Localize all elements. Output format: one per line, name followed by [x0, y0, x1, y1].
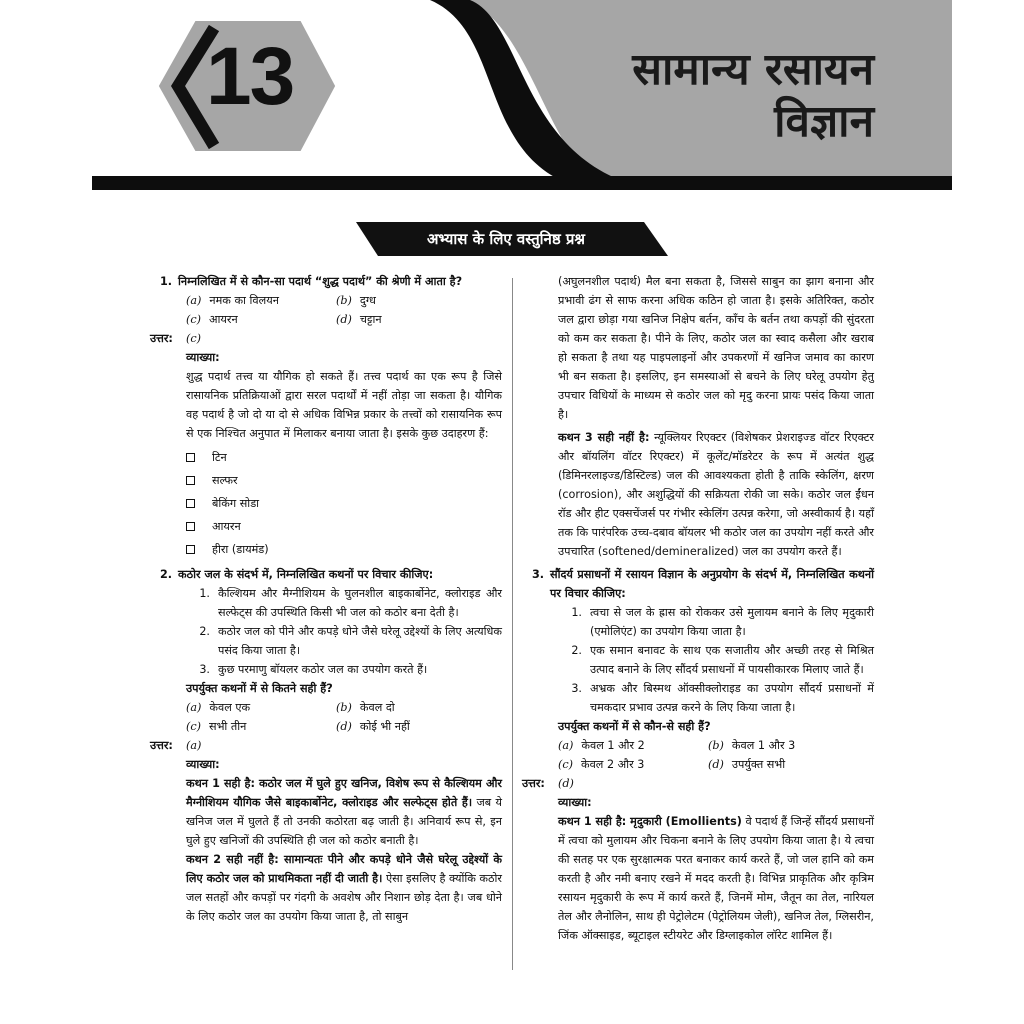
answer-label: उत्तर: — [522, 777, 545, 790]
statement-3: 3. अभ्रक और बिस्मथ ऑक्सीक्लोराइड का उपयोग सौंदर्य प्रसाधनों में चमकदार प्रभाव उत्पन्न करने के लिए किया जाता है। — [571, 682, 874, 714]
option-b: (b) दुग्ध — [336, 294, 376, 307]
checkbox-bullet-icon — [186, 453, 195, 462]
answer-value: (c) — [186, 332, 201, 345]
checkbox-bullet-icon — [186, 545, 195, 554]
answer-value: (d) — [558, 777, 574, 790]
statement-3: 3. कुछ परमाणु बॉयलर कठोर जल का उपयोग करते हैं। — [199, 663, 428, 676]
answer-label: उत्तर: — [150, 739, 173, 752]
checkbox-bullet-icon — [186, 522, 195, 531]
explanation-statement-1: कथन 1 सही है: मृदुकारी (Emollients) वे पदार्थ हैं जिन्हें सौंदर्य प्रसाधनों में त्वचा को मुलायम और चिकना बनाने के लिए उपयोग किया जाता है। ये त्वचा की सतह पर एक सुरक्षात्मक परत बनाकर कार्य करते हैं, जो जल हानि को कम करती है और नमी बनाए रखने में मदद करती है। विभिन्न प्राकृतिक और कृत्रिम रसायन मृदुकारी के रूप में कार्य करते हैं, जिनमें मोम, जैतून का तेल, नारियल तेल और लैनोलिन, साथ ही पेट्रोलेटम (पेट्रोलियम जेली), खनिज तेल, ग्लिसरीन, जिंक ऑक्साइड, ब्यूटाइल स्टीयरेट और डिग्लाइकोल लॉरेट शामिल हैं। — [558, 815, 874, 942]
explanation-heading: व्याख्या: — [186, 758, 220, 771]
question-text: कठोर जल के संदर्भ में, निम्नलिखित कथनों पर विचार कीजिए: — [178, 568, 434, 581]
question-number: 1. — [159, 275, 172, 288]
question-1 — [150, 272, 502, 291]
answer-label: उत्तर: — [150, 332, 173, 345]
list-item: हीरा (डायमंड) — [186, 538, 502, 561]
question-3 — [522, 565, 874, 603]
options-grid — [186, 698, 502, 736]
option-d: (d) कोई भी नहीं — [336, 720, 410, 733]
question-number: 2. — [159, 568, 172, 581]
question-text: सौंदर्य प्रसाधनों में रसायन विज्ञान के अनुप्रयोग के संदर्भ में, निम्नलिखित कथनों पर विचार कीजिए: — [550, 568, 874, 600]
explanation-statement-2-continued: (अघुलनशील पदार्थ) मैल बना सकता है, जिससे साबुन का झाग बनाना और प्रभावी ढंग से साफ करना अधिक कठिन हो जाता है। इसके अतिरिक्त, कठोर जल द्वारा छोड़ा गया खनिज निक्षेप बर्तन, काँच के बर्तन तथा कपड़ों की सुंदरता को कम कर सकता है। पीने के लिए, कठोर जल का स्वाद कसैला और खराब हो सकता है तथा यह पाइपलाइनों और उपकरणों में खनिज जमाव का कारण भी बन सकता है। इसलिए, इन समस्याओं से बचने के लिए घरेलू उपयोग हेतु उपचार विधियों के माध्यम से कठोर जल को मृदु करना प्रायः पसंद किया जाता है। — [558, 275, 874, 421]
chapter-title-line1: सामान्य रसायन — [632, 44, 874, 95]
list-item: टिन — [186, 446, 502, 469]
option-a: (a) केवल 1 और 2 — [558, 739, 645, 752]
chapter-title-line2: विज्ञान — [774, 96, 874, 147]
question-number: 3. — [531, 568, 544, 581]
list-item: आयरन — [186, 515, 502, 538]
section-banner-text: अभ्यास के लिए वस्तुनिष्ठ प्रश्न — [426, 230, 586, 248]
question-text: निम्नलिखित में से कौन-सा पदार्थ “शुद्ध पदार्थ” की श्रेणी में आता है? — [178, 275, 463, 288]
list-item: बेकिंग सोडा — [186, 492, 502, 515]
statement-2: 2. कठोर जल को पीने और कपड़े धोने जैसे घरेलू उद्देश्यों के लिए अत्यधिक पसंद किया जाता है। — [199, 625, 502, 657]
option-a: (a) केवल एक — [186, 701, 251, 714]
checkbox-bullet-icon — [186, 499, 195, 508]
left-column — [150, 272, 502, 926]
statement-1: 1. त्वचा से जल के ह्रास को रोककर उसे मुलायम बनाने के लिए मृदुकारी (एमोलिएंट) का उपयोग किया जाता है। — [571, 606, 874, 638]
options-grid — [186, 291, 502, 329]
option-d: (d) चट्टान — [336, 313, 382, 326]
sub-question: उपर्युक्त कथनों में से कितने सही हैं? — [186, 682, 333, 695]
option-b: (b) केवल 1 और 3 — [708, 739, 796, 752]
option-d: (d) उपर्युक्त सभी — [708, 758, 786, 771]
option-a: (a) नमक का विलयन — [186, 294, 279, 307]
question-2 — [150, 565, 502, 584]
answer — [522, 774, 874, 793]
statement-2: 2. एक समान बनावट के साथ एक सजातीय और अच्छी तरह से मिश्रित उत्पाद बनाने के लिए सौंदर्य प्रसाधनों में पायसीकारक मिलाए जाते हैं। — [571, 644, 874, 676]
options-grid — [558, 736, 874, 774]
explanation-heading: व्याख्या: — [558, 796, 592, 809]
answer — [150, 736, 502, 755]
explanation-statement-2: कथन 2 सही नहीं है: सामान्यतः पीने और कपड़े धोने जैसे घरेलू उद्देश्यों के लिए कठोर जल को प्राथमिकता नहीं दी जाती है। ऐसा इसलिए है क्योंकि कठोर जल सतहों और कपड़ों पर गंदगी के अवशेष और निशान छोड़ देता है। जब धोने के लिए कठोर जल का उपयोग किया जाता है, तो साबुन — [186, 853, 502, 923]
explanation-statement-1: कथन 1 सही है: कठोर जल में घुले हुए खनिज, विशेष रूप से कैल्शियम और मैग्नीशियम यौगिक जैसे बाइकार्बोनेट, क्लोराइड और सल्फेट्स होते हैं। जब ये खनिज जल में घुलते हैं तो उनकी कठोरता बढ़ जाती है। अनिवार्य रूप से, इन घुले हुए खनिजों की उपस्थिति ही जल को कठोर बनाती है। — [186, 777, 503, 847]
explanation-statement-3: कथन 3 सही नहीं है: न्यूक्लियर रिएक्टर (विशेषकर प्रेशराइज्ड वॉटर रिएक्टर और बॉयलिंग वॉटर रिएक्टर) में कूलेंट/मॉडरेटर के रूप में अत्यंत शुद्ध (डिमिनरलाइज्ड/डिस्टिल्ड) जल की आवश्यकता होती है ताकि स्केलिंग, क्षरण (corrosion), और अशुद्धियों की सक्रियता रोकी जा सके। कठोर जल ईंधन रॉड और हीट एक्सचेंजर्स पर गंभीर स्केलिंग उत्पन्न करेगा, जो अस्वीकार्य है। यहाँ तक कि पारंपरिक उच्च-दबाव बॉयलर भी कठोर जल का उपयोग नहीं करते और उपचारित (softened/demineralized) जल का उपयोग करते हैं। — [558, 431, 874, 558]
checkbox-bullet-icon — [186, 476, 195, 485]
statement-1: 1. कैल्शियम और मैग्नीशियम के घुलनशील बाइकार्बोनेट, क्लोराइड और सल्फेट्स की उपस्थिति किसी भी जल को कठोर बना देती है। — [199, 587, 502, 619]
explanation-text: शुद्ध पदार्थ तत्त्व या यौगिक हो सकते हैं। तत्त्व पदार्थ का एक रूप है जिसे रासायनिक प्रतिक्रियाओं द्वारा सरल पदार्थों में नहीं तोड़ा जा सकता है। यौगिक वह पदार्थ है जो दो या दो से अधिक विभिन्न प्रकार के तत्त्वों को रासायनिक रूप से एक निश्चित अनुपात में मिलाकर बनाया जाता है। इसके कुछ उदाहरण हैं: — [186, 370, 502, 440]
sub-question: उपर्युक्त कथनों में से कौन-से सही हैं? — [558, 720, 711, 733]
header-black-rule — [92, 176, 952, 190]
option-c: (c) आयरन — [186, 313, 238, 326]
answer — [150, 329, 502, 348]
right-column — [522, 272, 874, 945]
chapter-number: 13 — [206, 31, 294, 122]
column-divider — [512, 278, 513, 970]
explanation-heading: व्याख्या: — [186, 351, 220, 364]
option-c: (c) सभी तीन — [186, 720, 247, 733]
option-c: (c) केवल 2 और 3 — [558, 758, 645, 771]
answer-value: (a) — [186, 739, 202, 752]
option-b: (b) केवल दो — [336, 701, 395, 714]
list-item: सल्फर — [186, 469, 502, 492]
